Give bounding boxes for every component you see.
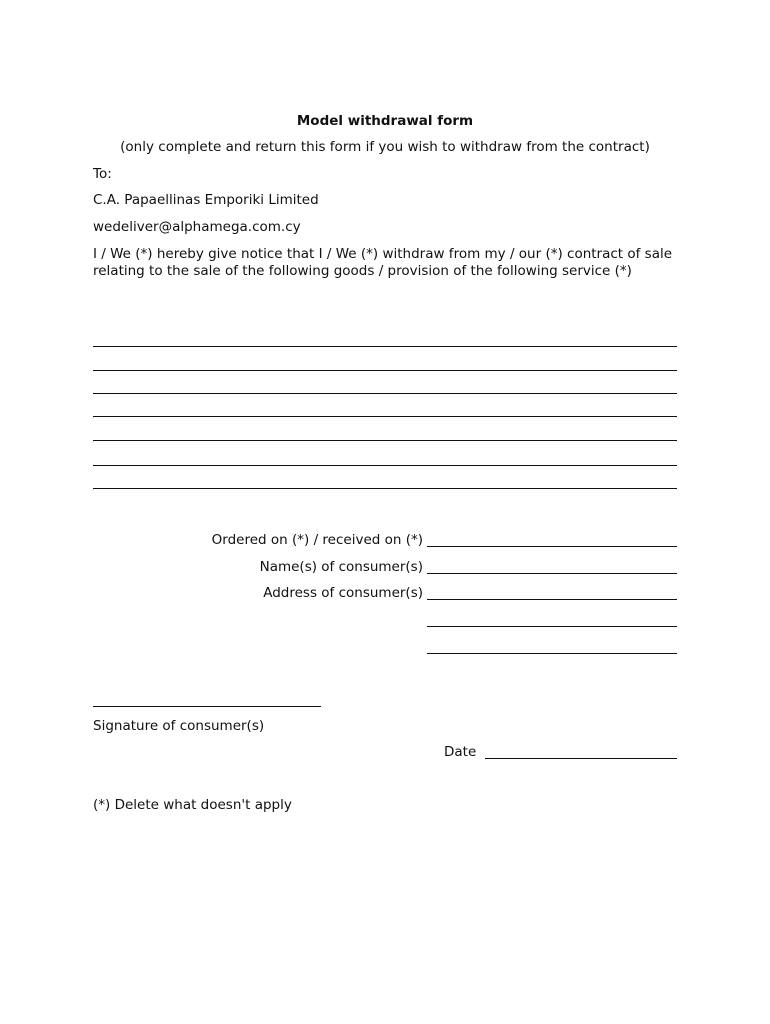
date-line[interactable] <box>485 758 677 759</box>
consumer-names-line[interactable] <box>427 573 677 574</box>
signature-line[interactable] <box>93 706 321 707</box>
consumer-address-line-2[interactable] <box>427 626 677 627</box>
consumer-names-field <box>93 559 677 577</box>
date-field <box>437 744 677 762</box>
date-label: Date <box>444 744 477 760</box>
ordered-received-line[interactable] <box>427 546 677 547</box>
consumer-names-label: Name(s) of consumer(s) <box>259 559 423 575</box>
goods-line[interactable] <box>93 416 677 417</box>
signature-label: Signature of consumer(s) <box>93 718 265 734</box>
goods-line[interactable] <box>93 465 677 466</box>
consumer-address-field <box>93 585 677 603</box>
consumer-address-line-3[interactable] <box>427 653 677 654</box>
ordered-received-label: Ordered on (*) / received on (*) <box>211 532 423 548</box>
goods-line[interactable] <box>93 440 677 441</box>
form-subtitle: (only complete and return this form if you wish to withdraw from the contract) <box>120 139 650 155</box>
goods-line[interactable] <box>93 488 677 489</box>
company-email: wedeliver@alphamega.com.cy <box>93 219 301 235</box>
withdrawal-notice: I / We (*) hereby give notice that I / We (*) withdraw from my / our (*) contract of sale relating to the sale of the following goods / provision of the following service (*) <box>93 246 673 279</box>
to-label: To: <box>93 166 112 182</box>
consumer-address-line[interactable] <box>427 599 677 600</box>
form-title: Model withdrawal form <box>296 113 474 129</box>
company-name: C.A. Papaellinas Emporiki Limited <box>93 192 319 208</box>
goods-line[interactable] <box>93 346 677 347</box>
goods-line[interactable] <box>93 370 677 371</box>
footnote: (*) Delete what doesn't apply <box>93 797 292 813</box>
goods-line[interactable] <box>93 393 677 394</box>
consumer-address-label: Address of consumer(s) <box>263 585 423 601</box>
ordered-received-field <box>93 532 677 550</box>
